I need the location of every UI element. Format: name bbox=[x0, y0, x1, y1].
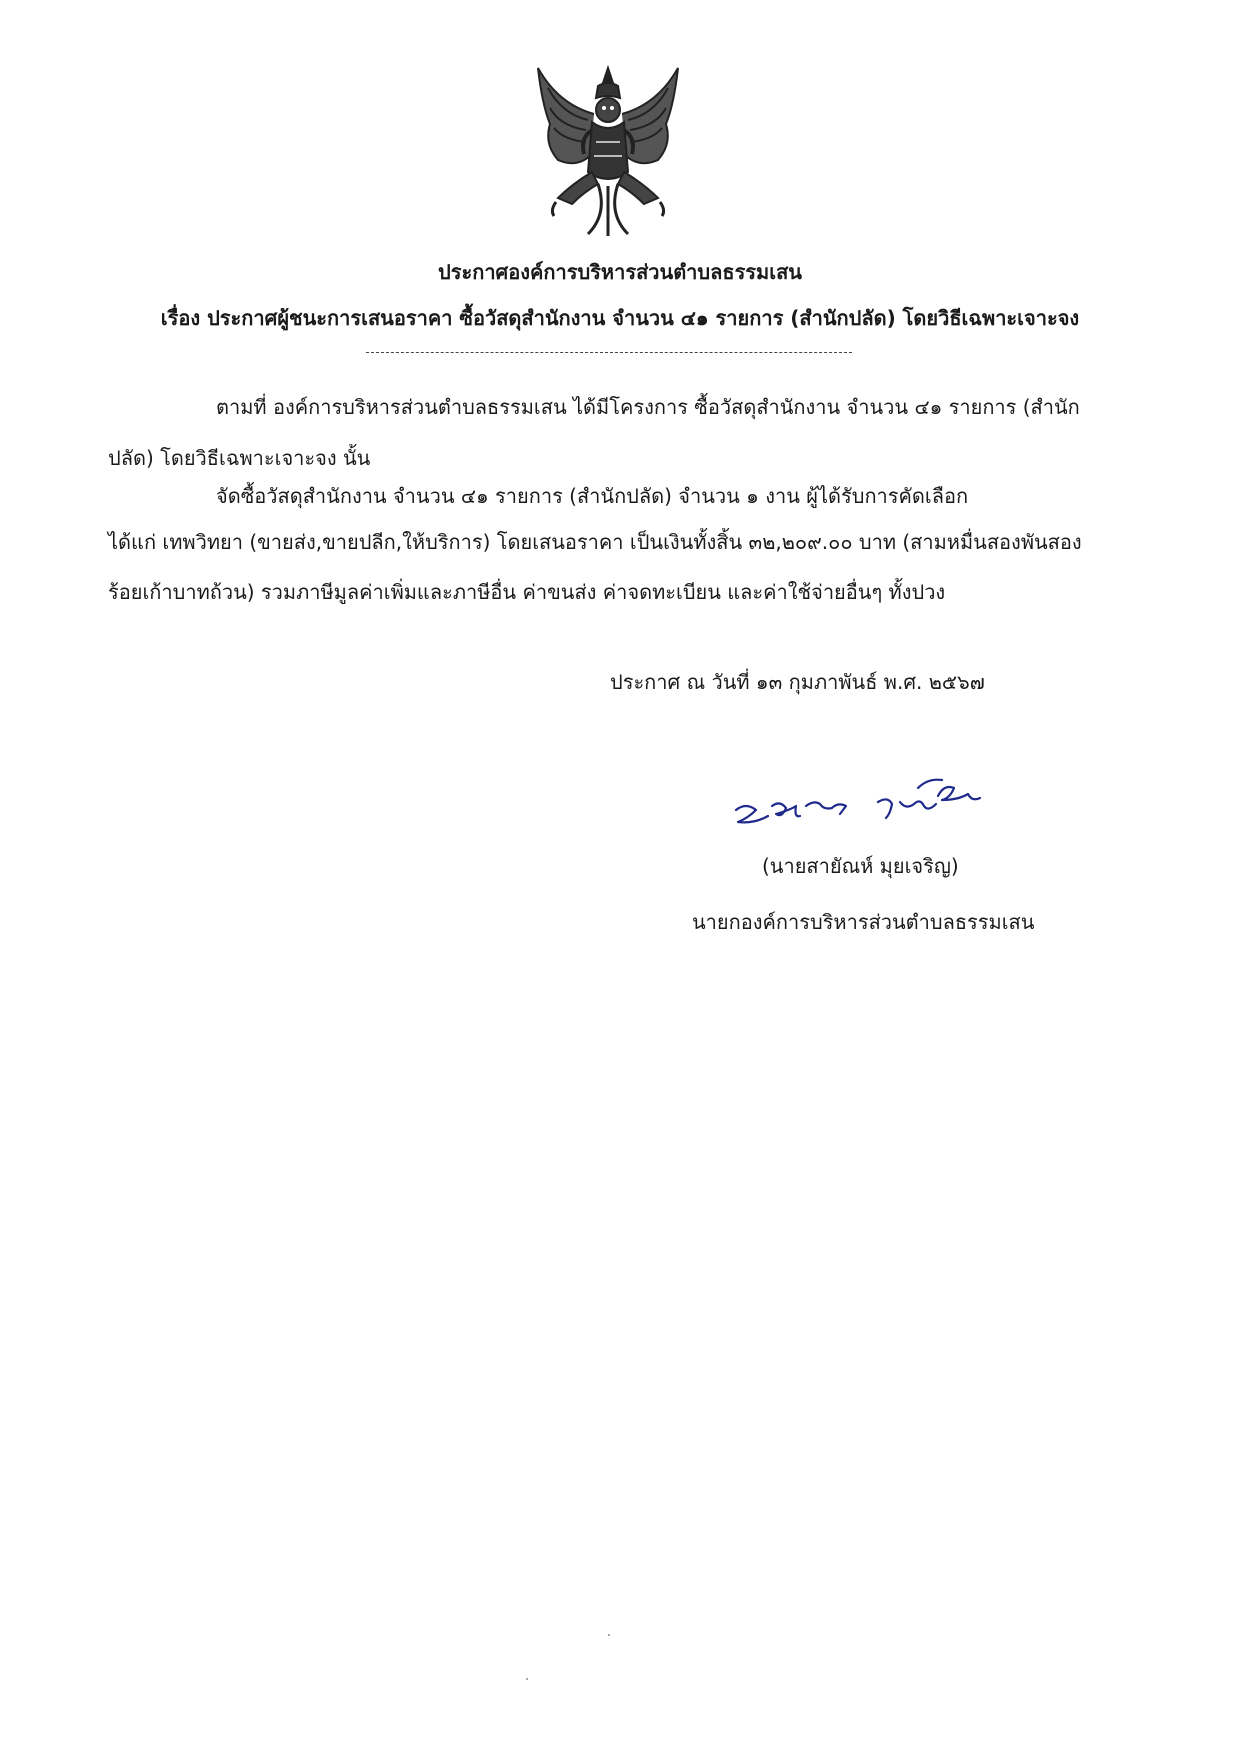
signatory-position: นายกองค์การบริหารส่วนตำบลธรรมเสน bbox=[692, 910, 1035, 934]
handwritten-signature bbox=[728, 766, 988, 836]
body-line-5: ร้อยเก้าบาทถ้วน) รวมภาษีมูลค่าเพิ่มและภาษีอื่น ค่าขนส่ง ค่าจดทะเบียน และค่าใช้จ่ายอื่นๆ ทั้งปวง bbox=[108, 580, 946, 604]
garuda-emblem-icon bbox=[528, 64, 688, 240]
announcement-title: ประกาศองค์การบริหารส่วนตำบลธรรมเสน bbox=[438, 260, 802, 284]
body-line-1: ตามที่ องค์การบริหารส่วนตำบลธรรมเสน ได้มีโครงการ ซื้อวัสดุสำนักงาน จำนวน ๔๑ รายการ (สำนัก bbox=[216, 395, 1080, 419]
title-separator bbox=[366, 352, 852, 353]
announcement-subject: เรื่อง ประกาศผู้ชนะการเสนอราคา ซื้อวัสดุสำนักงาน จำนวน ๔๑ รายการ (สำนักปลัด) โดยวิธีเฉพาะเจาะจง bbox=[160, 306, 1080, 330]
body-line-3: จัดซื้อวัสดุสำนักงาน จำนวน ๔๑ รายการ (สำนักปลัด) จำนวน ๑ งาน ผู้ได้รับการคัดเลือก bbox=[216, 484, 969, 508]
scan-speck bbox=[526, 1678, 528, 1680]
scan-speck bbox=[608, 1634, 610, 1636]
signatory-name: (นายสายัณห์ มุยเจริญ) bbox=[762, 854, 959, 878]
body-line-4: ได้แก่ เทพวิทยา (ขายส่ง,ขายปลีก,ให้บริการ) โดยเสนอราคา เป็นเงินทั้งสิ้น ๓๒,๒๐๙.๐๐ บาท (สามหมื่นสองพันสอง bbox=[108, 530, 1082, 554]
body-line-2: ปลัด) โดยวิธีเฉพาะเจาะจง นั้น bbox=[108, 446, 371, 470]
announcement-date: ประกาศ ณ วันที่ ๑๓ กุมภาพันธ์ พ.ศ. ๒๕๖๗ bbox=[610, 670, 985, 694]
